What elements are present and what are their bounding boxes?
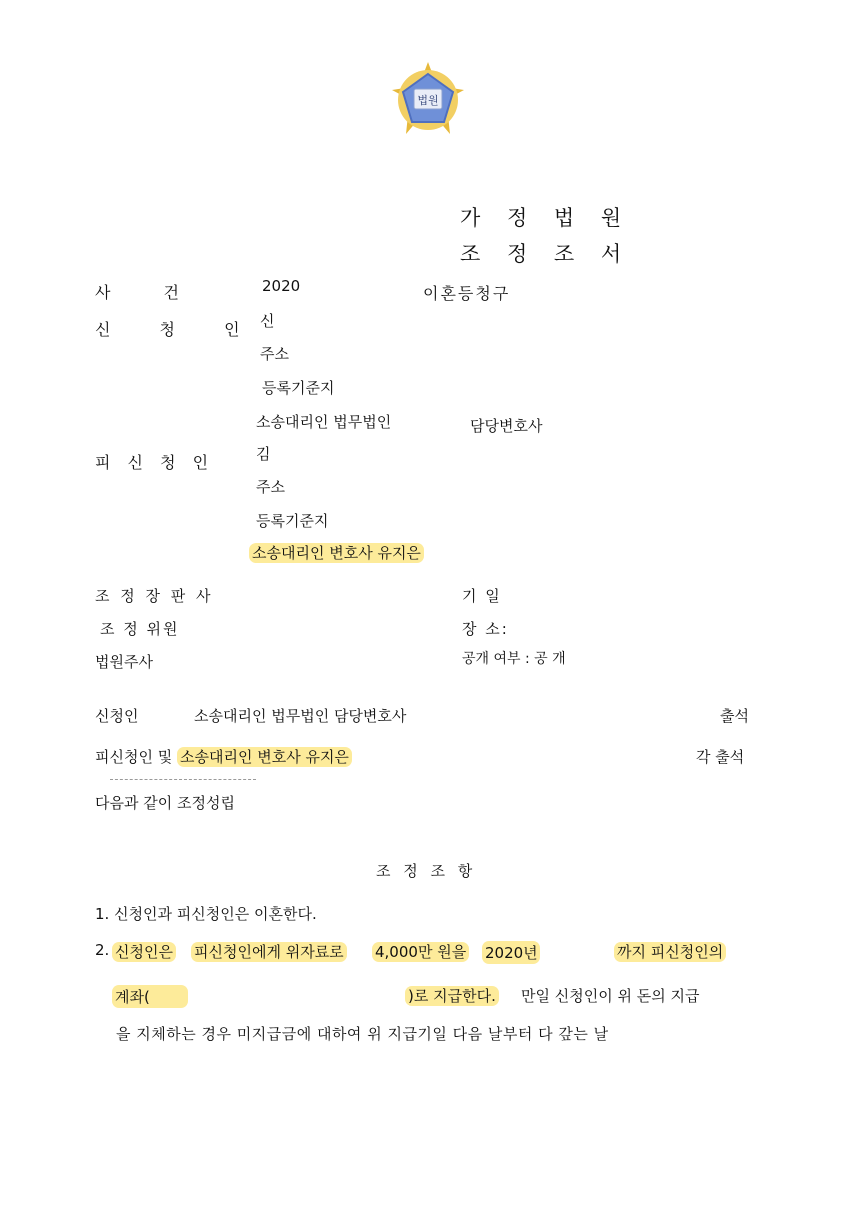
term-2-condition: 만일 신청인이 위 돈의 지급: [521, 987, 700, 1005]
document-type: 조 정 조 서: [460, 242, 632, 266]
member-label: 조 정 위원: [100, 620, 180, 638]
judge-label: 조 정 장 판 사: [95, 587, 214, 605]
dashed-divider: [110, 779, 256, 780]
respondent-address-label: 주소: [256, 478, 285, 496]
attendance-applicant-attorney: 소송대리인 법무법인 담당변호사: [194, 707, 407, 725]
applicant-attorney: 소송대리인 법무법인: [256, 413, 392, 431]
term-2-year: 2020년: [482, 941, 540, 964]
attendance-applicant: 신청인: [95, 707, 139, 725]
respondent-registry-label: 등록기준지: [256, 512, 329, 530]
attendance-applicant-status: 출석: [720, 707, 749, 725]
term-2-number: 2.: [95, 941, 110, 959]
applicant-name: 신: [260, 312, 275, 330]
term-2-continuation: 을 지체하는 경우 미지급금에 대하여 위 지급기일 다음 날부터 다 갚는 날: [116, 1025, 609, 1043]
respondent-attorney: 소송대리인 변호사 유지은: [249, 543, 424, 563]
term-2-amount: 4,000만 원을: [372, 942, 469, 962]
attendance-respondent-attorney: 소송대리인 변호사 유지은: [177, 747, 352, 767]
applicant-lawyer-label: 담당변호사: [470, 417, 543, 435]
term-2-payee: 피신청인에게 위자료로: [191, 942, 347, 962]
place-label: 장 소:: [462, 620, 509, 638]
court-name: 가 정 법 원: [460, 206, 632, 230]
attendance-respondent: 피신청인 및: [95, 748, 173, 766]
mediation-outcome: 다음과 같이 조정성립: [95, 794, 235, 812]
clerk-label: 법원주사: [95, 653, 153, 671]
seal-label: 법원: [417, 94, 439, 107]
date-label: 기 일: [462, 587, 502, 605]
public-status: 공개 여부 : 공 개: [462, 651, 566, 667]
term-2-account-close: )로 지급한다.: [405, 986, 499, 1006]
term-2-applicant: 신청인은: [112, 942, 176, 962]
term-2-deadline: 까지 피신청인의: [614, 942, 726, 962]
terms-heading: 조 정 조 항: [376, 862, 477, 880]
applicant-label: 신 청 인: [95, 320, 262, 339]
respondent-label: 피 신 청 인: [95, 453, 215, 472]
term-2-account-open: 계좌(: [112, 985, 188, 1008]
court-seal: [388, 60, 468, 140]
respondent-name: 김: [256, 445, 271, 463]
case-label: 사 건: [95, 283, 203, 302]
applicant-address-label: 주소: [260, 345, 289, 363]
case-number: 2020: [262, 277, 301, 295]
case-title: 이혼등청구: [423, 284, 511, 303]
attendance-respondent-status: 각 출석: [696, 748, 745, 766]
term-1: 1. 신청인과 피신청인은 이혼한다.: [95, 905, 317, 923]
applicant-registry-label: 등록기준지: [262, 379, 335, 397]
